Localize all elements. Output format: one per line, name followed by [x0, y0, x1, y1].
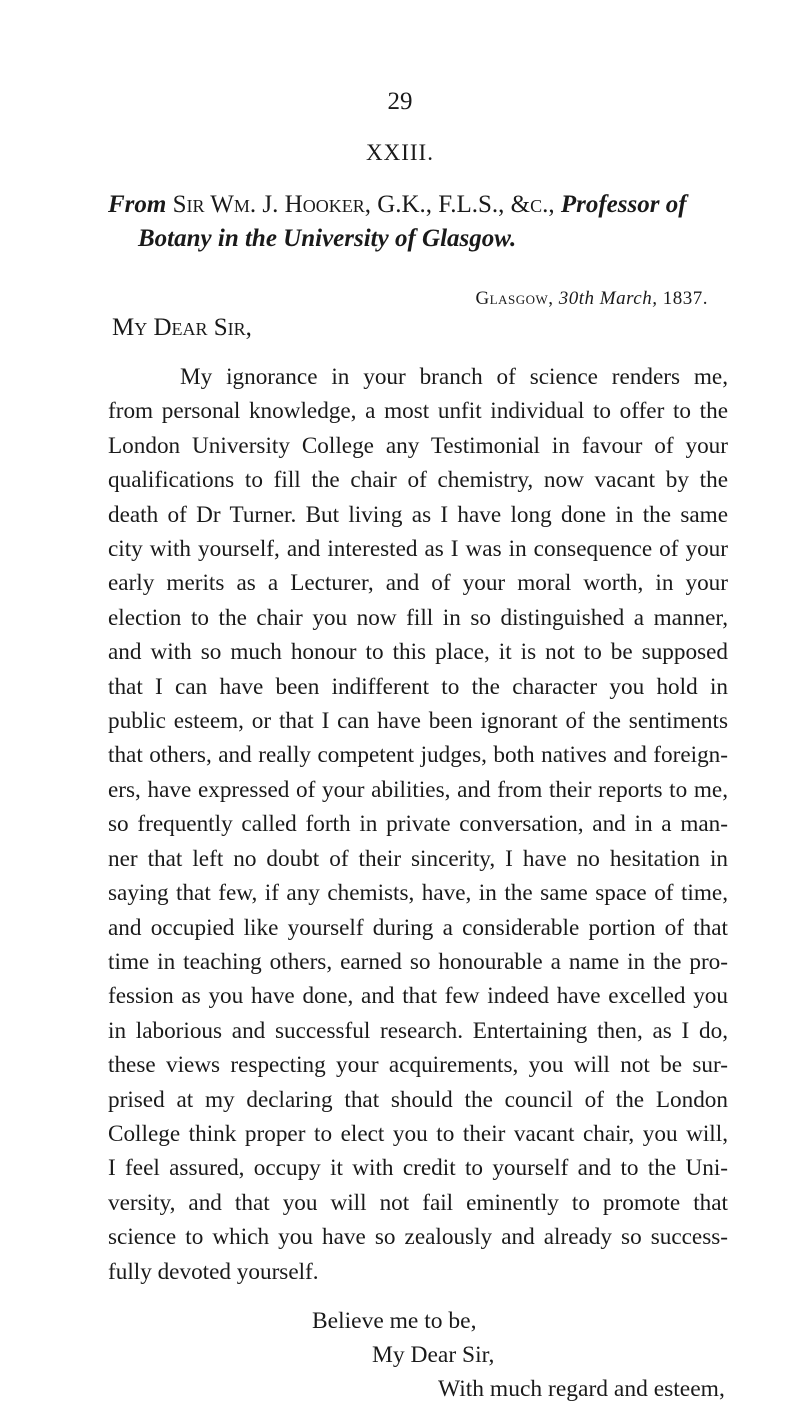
- body-line: College think proper to elect you to their vacant chair, you will,: [108, 1120, 728, 1147]
- page-number: 29: [387, 88, 413, 115]
- body-line: saying that few, if any chemists, have, in the same space of time,: [108, 880, 728, 907]
- body-line: public esteem, or that I can have been ignorant of the sentiments: [108, 708, 728, 735]
- heading-author: Sir Wm. J. Hooker, G.K., F.L.S., &c.,: [172, 191, 555, 218]
- body-line: from personal knowledge, a most unfit individual to offer to the: [108, 398, 728, 425]
- body-line: ers, have expressed of your abilities, and from their reports to me,: [108, 776, 728, 803]
- body-line: My ignorance in your branch of science renders me,: [180, 364, 728, 390]
- body-line: in laborious and successful research. Entertaining then, as I do,: [108, 1017, 728, 1044]
- letter-body: [108, 360, 728, 1289]
- letter-heading: [108, 188, 728, 256]
- body-line: fession as you have done, and that few indeed have excelled you: [108, 983, 728, 1010]
- body-line: fully devoted yourself.: [108, 1258, 319, 1285]
- body-line: city with yourself, and interested as I was in consequence of your: [108, 536, 728, 563]
- closing-line-3: With much regard and esteem,: [438, 1376, 725, 1402]
- body-line: these views respecting your acquirements, you will not be sur-: [108, 1052, 728, 1079]
- heading-from: From: [108, 191, 167, 218]
- closing-line-1: Believe me to be,: [312, 1308, 477, 1334]
- body-line: death of Dr Turner. But living as I have long done in the same: [108, 501, 728, 528]
- body-line: time in teaching others, earned so honourable a name in the pro-: [108, 948, 728, 975]
- body-line: and with so much honour to this place, it is not to be supposed: [108, 639, 728, 666]
- dateline-year: 1837.: [662, 288, 708, 309]
- body-line: I feel assured, occupy it with credit to yourself and to the Uni-: [108, 1155, 728, 1182]
- heading-title-line2: Botany in the University of Glasgow.: [138, 225, 517, 252]
- dateline: [475, 288, 708, 310]
- dateline-place: Glasgow,: [475, 288, 554, 309]
- body-line: versity, and that you will not fail eminently to promote that: [108, 1189, 728, 1216]
- heading-title-line1: Professor of: [560, 191, 687, 218]
- body-line: London University College any Testimonial in favour of your: [108, 432, 728, 459]
- dateline-date: 30th March,: [558, 288, 658, 309]
- body-line: ner that left no doubt of their sincerity, I have no hesitation in: [108, 845, 728, 872]
- body-line: and occupied like yourself during a considerable portion of that: [108, 914, 728, 941]
- body-line: science to which you have so zealously and already so success-: [108, 1224, 728, 1251]
- body-line: election to the chair you now fill in so distinguished a manner,: [108, 604, 728, 631]
- closing-line-2: My Dear Sir,: [372, 1342, 495, 1368]
- body-line: early merits as a Lecturer, and of your moral worth, in your: [108, 570, 728, 597]
- body-line: that others, and really competent judges, both natives and foreign-: [108, 742, 728, 769]
- body-line: so frequently called forth in private conversation, and in a man-: [108, 811, 728, 838]
- letter-number: XXIII.: [366, 140, 434, 165]
- salutation: My Dear Sir,: [112, 314, 252, 341]
- body-line: prised at my declaring that should the council of the London: [108, 1086, 728, 1113]
- body-line: qualifications to fill the chair of chemistry, now vacant by the: [108, 467, 728, 494]
- body-line: that I can have been indifferent to the character you hold in: [108, 673, 728, 700]
